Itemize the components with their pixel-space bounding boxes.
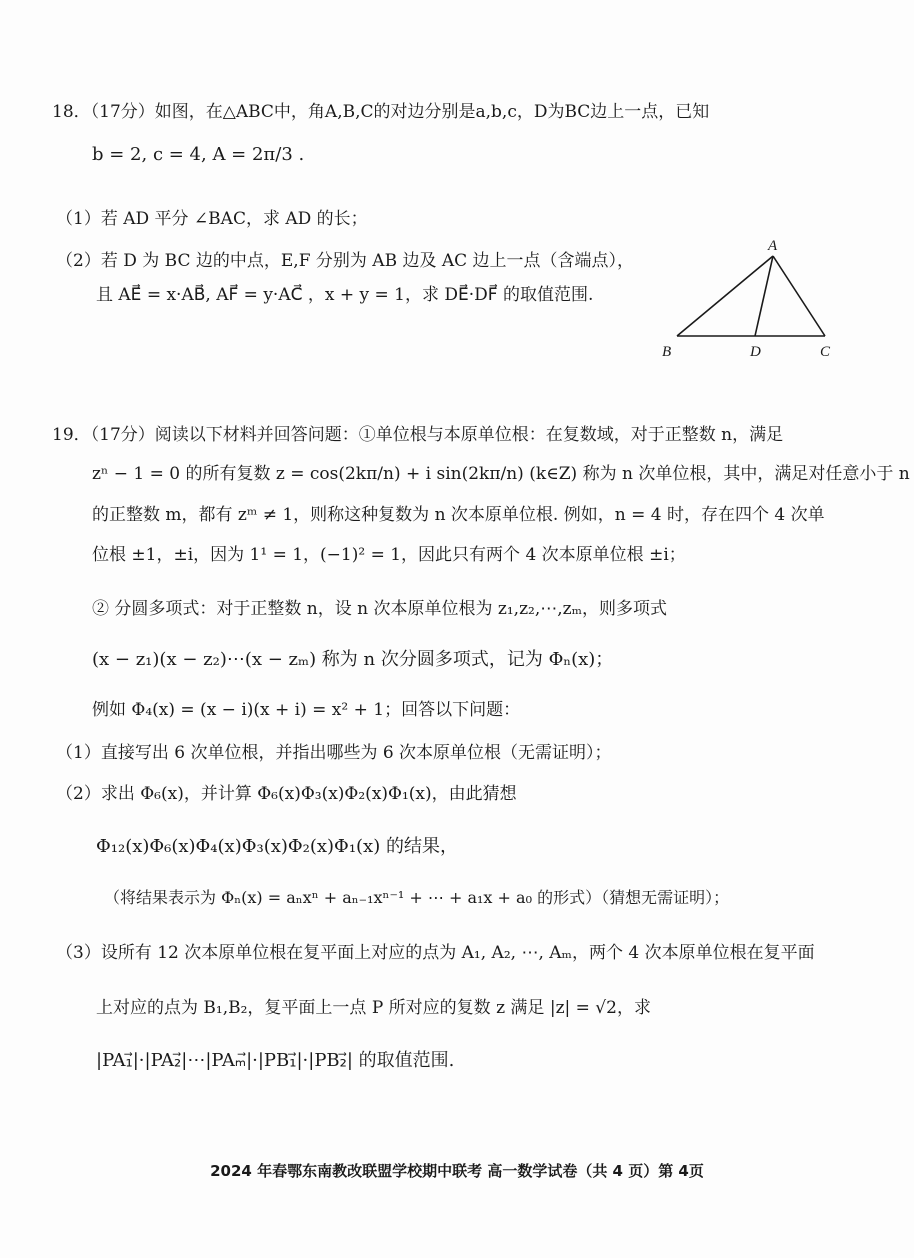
triangle-figure	[650, 238, 850, 363]
label-d: D	[750, 344, 761, 360]
q19-part3-line2: 上对应的点为 B₁,B₂，复平面上一点 P 所对应的复数 z 满足 |z| = √2，求	[96, 998, 651, 1018]
q19-part3-line3: |PA₁⃗|·|PA₂⃗|⋯|PAₘ⃗|·|PB₁⃗|·|PB₂⃗| 的取值范围.	[96, 1050, 455, 1071]
edge-ac	[773, 256, 825, 336]
q18-part2-line2: 且 AE⃗ = x·AB⃗, AF⃗ = y·AC⃗ ，x + y = 1，求 DE⃗·DF⃗ 的取值范围.	[96, 285, 594, 305]
q18-header: 18．（17分）如图，在△ABC中，角A,B,C的对边分别是a,b,c，D为BC边上一点，已知	[52, 102, 710, 122]
q19-line4: 位根 ±1，±i，因为 1¹ = 1，(−1)² = 1，因此只有两个 4 次本原单位根 ±i；	[92, 545, 686, 565]
q19-part3-line1: （3）设所有 12 次本原单位根在复平面上对应的点为 A₁, A₂, ⋯, Aₘ，两个 4 次本原单位根在复平面	[56, 943, 815, 963]
q19-line3: 的正整数 m，都有 zᵐ ≠ 1，则称这种复数为 n 次本原单位根. 例如，n = 4 时，存在四个 4 次单	[92, 505, 825, 525]
label-b: B	[662, 344, 672, 360]
q19-line2: zⁿ − 1 = 0 的所有复数 z = cos(2kπ/n) + i sin(2kπ/n) (k∈Z) 称为 n 次单位根，其中，满足对任意小于 n	[92, 464, 910, 484]
q18-part1: （1）若 AD 平分 ∠BAC，求 AD 的长；	[56, 209, 368, 229]
edge-ab	[677, 256, 773, 336]
q19-line7: 例如 Φ₄(x) = (x − i)(x + i) = x² + 1；回答以下问题：	[92, 700, 521, 720]
q19-line6: (x − z₁)(x − z₂)⋯(x − zₘ) 称为 n 次分圆多项式，记为 Φₙ(x)；	[92, 649, 614, 670]
q19-part2-line2: Φ₁₂(x)Φ₆(x)Φ₄(x)Φ₃(x)Φ₂(x)Φ₁(x) 的结果，	[96, 836, 458, 857]
q19-part1: （1）直接写出 6 次单位根，并指出哪些为 6 次本原单位根（无需证明）；	[56, 743, 612, 763]
label-c: C	[820, 344, 831, 360]
q18-given: b = 2, c = 4, A = 2π/3 .	[92, 144, 305, 165]
q19-line1: 19．（17分）阅读以下材料并回答问题：①单位根与本原单位根：在复数域，对于正整数 n，满足	[52, 425, 784, 445]
label-a: A	[768, 238, 778, 254]
q19-part2-line3: （将结果表示为 Φₙ(x) = aₙxⁿ + aₙ₋₁xⁿ⁻¹ + ⋯ + a₁x + a₀ 的形式）（猜想无需证明）；	[104, 888, 730, 907]
q19-part2-line1: （2）求出 Φ₆(x)，并计算 Φ₆(x)Φ₃(x)Φ₂(x)Φ₁(x)，由此猜想	[56, 784, 517, 804]
q19-line5: ② 分圆多项式：对于正整数 n，设 n 次本原单位根为 z₁,z₂,⋯,zₘ，则多项式	[92, 599, 668, 619]
q18-part2-line1: （2）若 D 为 BC 边的中点，E,F 分别为 AB 边及 AC 边上一点（含端点），	[56, 251, 635, 271]
page-footer: 2024 年春鄂东南教改联盟学校期中联考 高一数学试卷（共 4 页）第 4页	[210, 1162, 704, 1180]
